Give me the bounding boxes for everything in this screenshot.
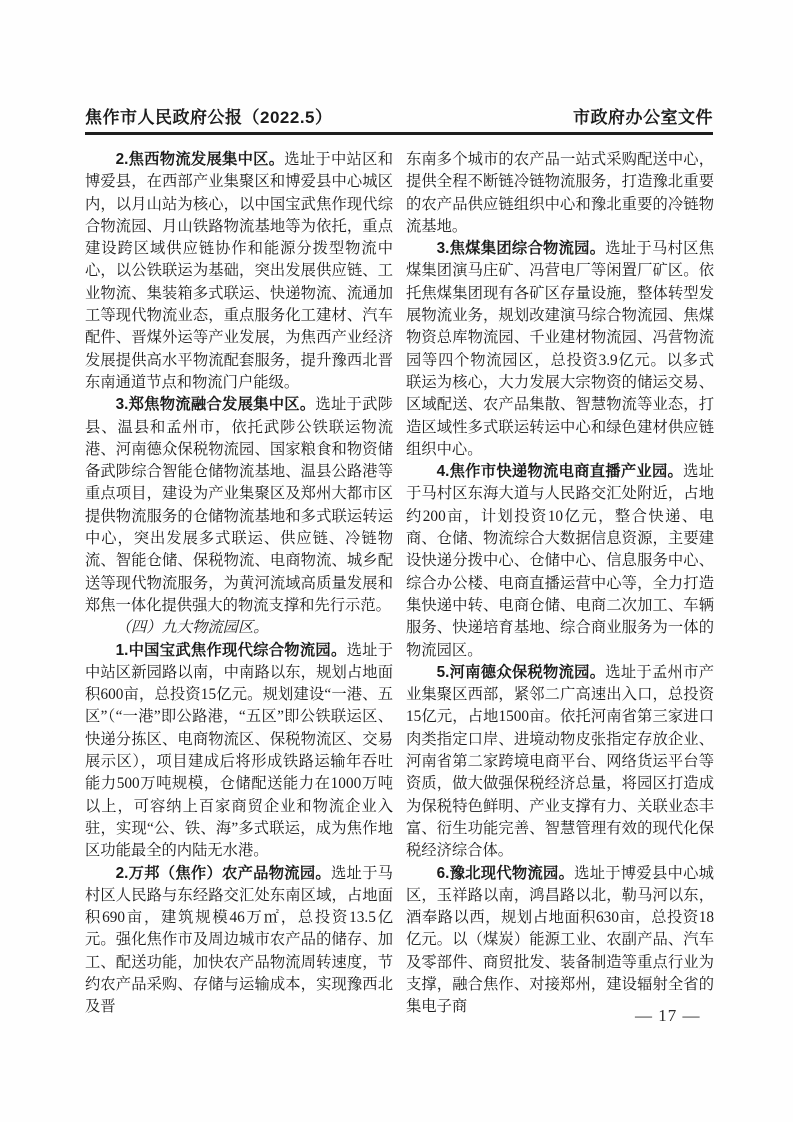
header-rule	[85, 132, 713, 135]
paragraph-text: 东南多个城市的农产品一站式采购配送中心，提供全程不断链冷链物流服务，打造豫北重要的农产品供应链组织中心和豫北重要的冷链物流基地。	[406, 151, 714, 235]
paragraph-text: 选址于中站区新园路以南，中南路以东，规划占地面积600亩，总投资15亿元。规划建设“一港、五区”（“一港”即公路港，“五区”即公铁联运区、快递分拣区、电商物流区、保税物流区、交易展示区），项目建成后将形成铁路运输年吞吐能力500万吨规模，仓储配送能力在1000万吨以上，可容纳上百家商贸企业和物流企业入驻，实现“公、铁、海”多式联运，成为焦作地区功能最全的内陆无水港。	[85, 641, 393, 860]
paragraph-text: 选址于博爱县中心城区，玉祥路以南，鸿昌路以北，勒马河以东，酒奉路以西，规划占地面积630亩，总投资18亿元。以（煤炭）能源工业、农副产品、汽车及零部件、商贸批发、装备制造等重点行业为支撑，融合焦作、对接郑州，建设辐射全省的集电子商	[406, 864, 714, 1016]
paragraph-lead: 1.中国宝武焦作现代综合物流园。	[115, 641, 347, 659]
gazette-title: 焦作市人民政府公报（2022.5）	[85, 108, 333, 127]
left-column	[85, 149, 393, 1019]
paragraph-text: （四）九大物流园区。	[115, 619, 269, 637]
paragraph-text: 选址于中站区和博爱县，在西部产业集聚区和博爱县中心城区内，以月山站为核心，以中国宝武焦作现代综合物流园、月山铁路物流基地等为依托，重点建设跨区域供应链协作和能源分拨型物流中心，以公铁联运为基础，突出发展供应链、工业物流、集装箱多式联运、快递物流、流通加工等现代物流业态，重点服务化工建材、汽车配件、晋煤外运等产业发展，为焦西产业经济发展提供高水平物流配套服务，提升豫西北晋东南通道节点和物流门户能级。	[85, 151, 393, 391]
body-paragraph	[406, 461, 714, 662]
body-paragraph	[85, 640, 393, 863]
paragraph-lead: 4.焦作市快递物流电商直播产业园。	[436, 463, 684, 481]
body-paragraph	[85, 149, 393, 394]
paragraph-lead: 2.焦西物流发展集中区。	[115, 151, 285, 168]
body-paragraph	[85, 394, 393, 617]
page-number: — 17 —	[635, 1006, 701, 1025]
paragraph-text: 选址于马村区人民路与东经路交汇处东南区域，占地面积690亩，建筑规模46万㎡，总投资13.5亿元。强化焦作市及周边城市农产品的储存、加工、配送功能，加快农产品物流周转速度，节约农产品采购、存储与运输成本，实现豫西北及晋	[85, 864, 393, 1016]
paragraph-text: 选址于马村区东海大道与人民路交汇处附近，占地约200亩，计划投资10亿元，整合快递、电商、仓储、物流综合大数据信息资源，主要建设快递分拨中心、仓储中心、信息服务中心、综合办公楼、电商直播运营中心等，全力打造集快递中转、电商仓储、电商二次加工、车辆服务、快递培育基地、综合商业服务为一体的物流园区。	[406, 463, 714, 659]
paragraph-lead: 2.万邦（焦作）农产品物流园。	[115, 864, 331, 882]
right-column	[406, 149, 714, 1019]
paragraph-lead: 6.豫北现代物流园。	[436, 864, 575, 882]
paragraph-text: 选址于武陟县、温县和孟州市，依托武陟公铁联运物流港、河南德众保税物流园、国家粮食和物资储备武陟综合智能仓储物流基地、温县公路港等重点项目，建设为产业集聚区及郑州大都市区提供物流服务的仓储物流基地和多式联运转运中心，突出发展多式联运、供应链、冷链物流、智能仓储、保税物流、电商物流、城乡配送等现代物流服务，为黄河流域高质量发展和郑焦一体化提供强大的物流支撑和先行示范。	[85, 396, 393, 614]
body-paragraph	[406, 149, 714, 238]
paragraph-text: 选址于孟州市产业集聚区西部，紧邻二广高速出入口，总投资15亿元，占地1500亩。依托河南省第三家进口肉类指定口岸、进境动物皮张指定存放企业、河南省第二家跨境电商平台、网络货运平台等资质，做大做强保税经济总量，将园区打造成为保税特色鲜明、产业支撑有力、关联业态丰富、衍生功能完善、智慧管理有效的现代化保税经济综合体。	[406, 663, 714, 860]
section-heading	[85, 617, 393, 639]
page-header	[85, 103, 713, 128]
body-paragraph	[85, 863, 393, 1019]
content-columns	[85, 149, 714, 1019]
document-category-label: 市政府办公室文件	[573, 108, 713, 127]
body-paragraph	[406, 863, 714, 1019]
paragraph-text: 选址于马村区焦煤集团演马庄矿、冯营电厂等闲置厂矿区。依托焦煤集团现有各矿区存量设施，整体转型发展物流业务，规划改建演马综合物流园、焦煤物资总库物流园、千业建材物流园、冯营物流园等四个物流园区，总投资3.9亿元。以多式联运为核心，大力发展大宗物资的储运交易、区域配送、农产品集散、智慧物流等业态，打造区域性多式联运转运中心和绿色建材供应链组织中心。	[406, 240, 714, 458]
body-paragraph	[406, 238, 714, 461]
paragraph-lead: 5.河南德众保税物流园。	[436, 663, 606, 681]
paragraph-lead: 3.郑焦物流融合发展集中区。	[115, 396, 316, 414]
body-paragraph	[406, 662, 714, 863]
paragraph-lead: 3.焦煤集团综合物流园。	[436, 240, 606, 258]
